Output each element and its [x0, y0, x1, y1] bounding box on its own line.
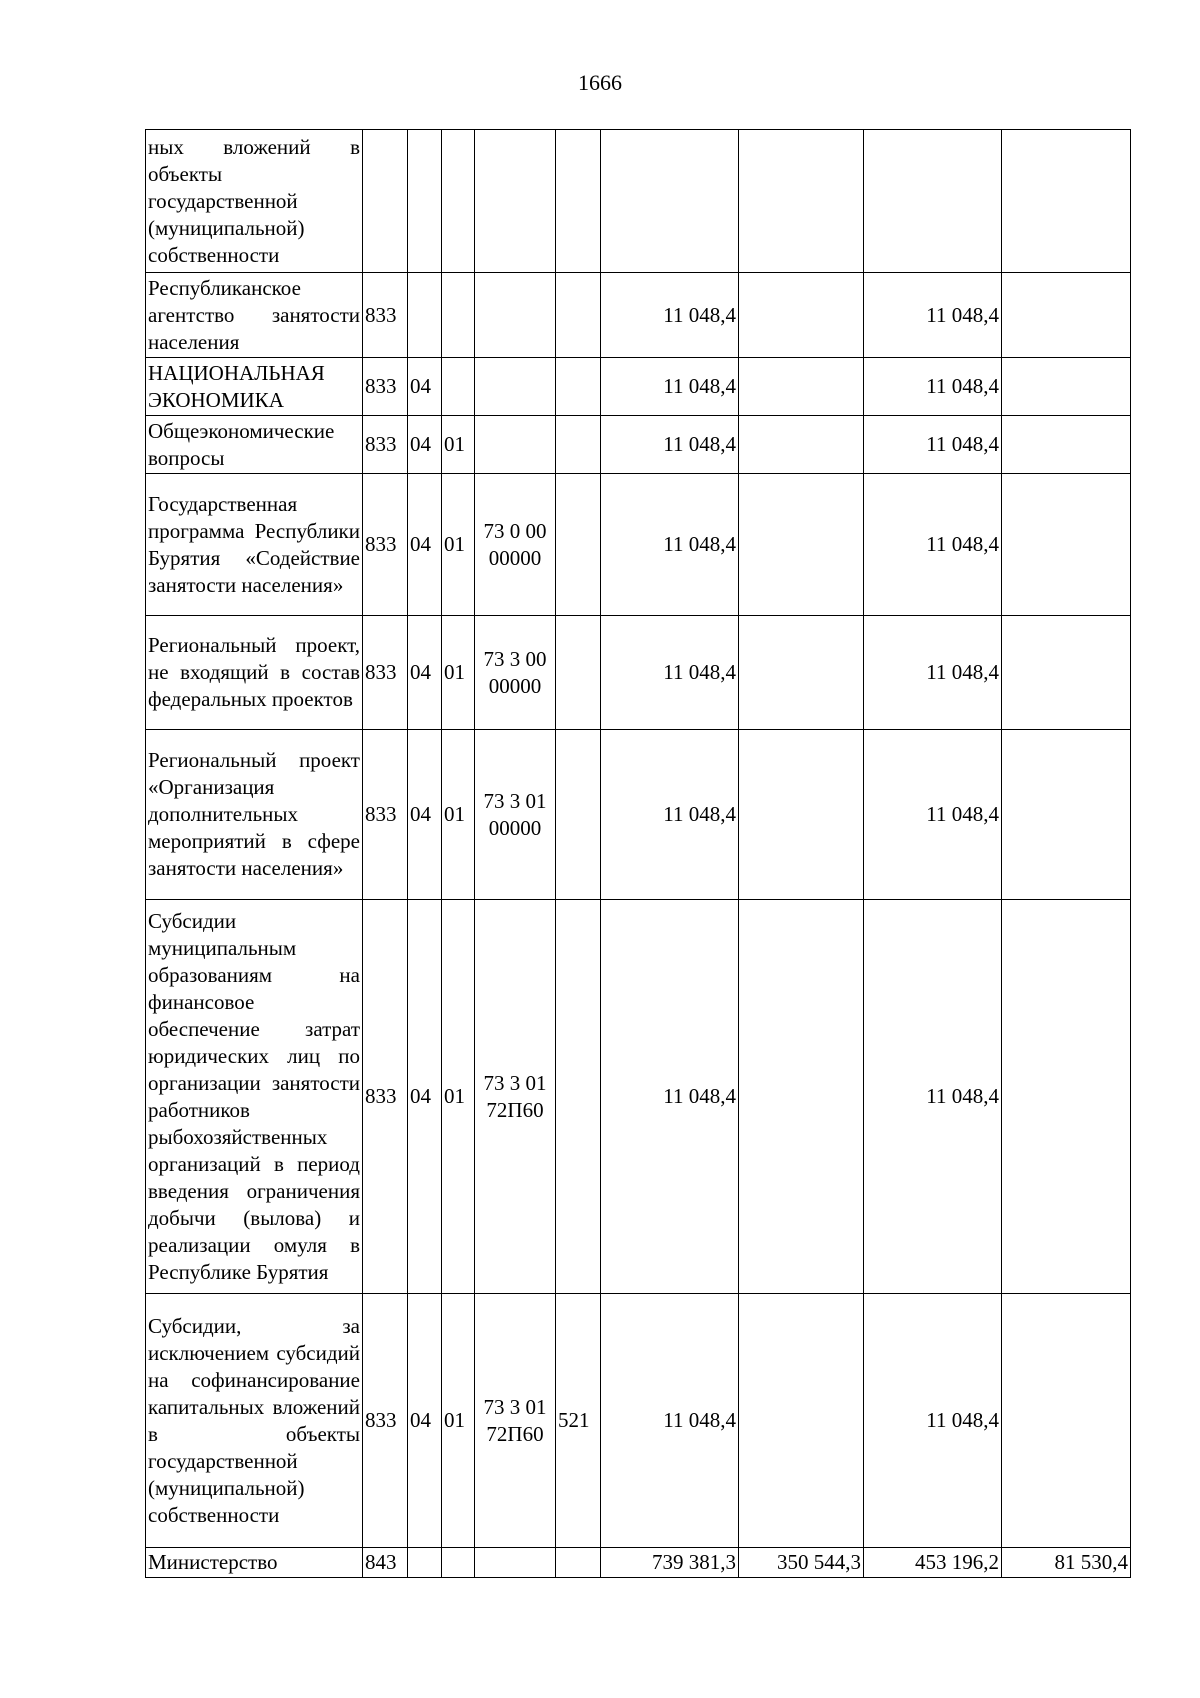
table-row	[146, 130, 1131, 273]
republic-amount: 11 048,4	[864, 416, 1002, 474]
total-amount	[601, 130, 739, 273]
table-row	[146, 273, 1131, 358]
row-name: Государственная программа Республики Бурятия «Содействие занятости населения»	[146, 474, 363, 616]
section-code: 04	[408, 1294, 442, 1548]
section-code	[408, 273, 442, 358]
total-amount: 11 048,4	[601, 273, 739, 358]
row-name: НАЦИОНАЛЬНАЯ ЭКОНОМИКА	[146, 358, 363, 416]
subsection-code: 01	[442, 1294, 475, 1548]
total-amount: 11 048,4	[601, 474, 739, 616]
subsection-code: 01	[442, 616, 475, 730]
republic-amount: 11 048,4	[864, 273, 1002, 358]
republic-amount: 11 048,4	[864, 900, 1002, 1294]
table-row	[146, 900, 1131, 1294]
section-code	[408, 130, 442, 273]
republic-amount: 11 048,4	[864, 358, 1002, 416]
table-row	[146, 474, 1131, 616]
section-code: 04	[408, 730, 442, 900]
republic-amount: 11 048,4	[864, 616, 1002, 730]
other-amount	[1002, 358, 1131, 416]
target-code: 73 3 01 72П60	[475, 900, 556, 1294]
other-amount	[1002, 900, 1131, 1294]
row-name: Общеэкономические вопросы	[146, 416, 363, 474]
admin-code: 843	[363, 1548, 408, 1578]
target-code	[475, 1548, 556, 1578]
expense-type-code	[556, 416, 601, 474]
target-code	[475, 130, 556, 273]
total-amount: 11 048,4	[601, 1294, 739, 1548]
federal-amount	[739, 616, 864, 730]
row-name: Субсидии муниципальным образованиям на финансовое обеспечение затрат юридических лиц по организации занятости работников рыбохозяйственных организаций в период введения ограничения добычи (вылова) и реализации омуля в Республике Бурятия	[146, 900, 363, 1294]
other-amount: 81 530,4	[1002, 1548, 1131, 1578]
target-code: 73 3 01 00000	[475, 730, 556, 900]
budget-table	[145, 129, 1131, 1578]
admin-code: 833	[363, 616, 408, 730]
federal-amount	[739, 416, 864, 474]
total-amount: 739 381,3	[601, 1548, 739, 1578]
expense-type-code	[556, 474, 601, 616]
federal-amount	[739, 130, 864, 273]
subsection-code: 01	[442, 900, 475, 1294]
section-code: 04	[408, 616, 442, 730]
federal-amount	[739, 273, 864, 358]
republic-amount: 11 048,4	[864, 474, 1002, 616]
total-amount: 11 048,4	[601, 730, 739, 900]
admin-code	[363, 130, 408, 273]
section-code: 04	[408, 474, 442, 616]
table-row	[146, 358, 1131, 416]
expense-type-code	[556, 273, 601, 358]
admin-code: 833	[363, 730, 408, 900]
expense-type-code	[556, 1548, 601, 1578]
admin-code: 833	[363, 416, 408, 474]
row-name: Региональный проект «Организация дополнительных мероприятий в сфере занятости населения»	[146, 730, 363, 900]
total-amount: 11 048,4	[601, 358, 739, 416]
total-amount: 11 048,4	[601, 616, 739, 730]
admin-code: 833	[363, 1294, 408, 1548]
subsection-code	[442, 273, 475, 358]
expense-type-code	[556, 900, 601, 1294]
table-row	[146, 616, 1131, 730]
federal-amount	[739, 474, 864, 616]
admin-code: 833	[363, 474, 408, 616]
target-code	[475, 273, 556, 358]
subsection-code	[442, 1548, 475, 1578]
target-code	[475, 416, 556, 474]
target-code: 73 3 00 00000	[475, 616, 556, 730]
other-amount	[1002, 130, 1131, 273]
row-name: Министерство	[146, 1548, 363, 1578]
republic-amount	[864, 130, 1002, 273]
admin-code: 833	[363, 273, 408, 358]
subsection-code: 01	[442, 416, 475, 474]
federal-amount: 350 544,3	[739, 1548, 864, 1578]
other-amount	[1002, 416, 1131, 474]
target-code	[475, 358, 556, 416]
subsection-code: 01	[442, 730, 475, 900]
federal-amount	[739, 730, 864, 900]
target-code: 73 0 00 00000	[475, 474, 556, 616]
table-row	[146, 1548, 1131, 1578]
row-name: Республиканское агентство занятости населения	[146, 273, 363, 358]
subsection-code	[442, 358, 475, 416]
expense-type-code	[556, 358, 601, 416]
section-code: 04	[408, 900, 442, 1294]
republic-amount: 11 048,4	[864, 730, 1002, 900]
other-amount	[1002, 474, 1131, 616]
table-row	[146, 1294, 1131, 1548]
federal-amount	[739, 1294, 864, 1548]
republic-amount: 11 048,4	[864, 1294, 1002, 1548]
total-amount: 11 048,4	[601, 416, 739, 474]
table-row	[146, 416, 1131, 474]
row-name: Субсидии, за исключением субсидий на софинансирование капитальных вложений в объекты государственной (муниципальной) собственности	[146, 1294, 363, 1548]
subsection-code: 01	[442, 474, 475, 616]
section-code: 04	[408, 416, 442, 474]
federal-amount	[739, 358, 864, 416]
expense-type-code	[556, 730, 601, 900]
row-name: Региональный проект, не входящий в состав федеральных проектов	[146, 616, 363, 730]
row-name: ных вложений в объекты государственной (муниципальной) собственности	[146, 130, 363, 273]
other-amount	[1002, 273, 1131, 358]
expense-type-code	[556, 616, 601, 730]
expense-type-code	[556, 130, 601, 273]
target-code: 73 3 01 72П60	[475, 1294, 556, 1548]
subsection-code	[442, 130, 475, 273]
federal-amount	[739, 900, 864, 1294]
section-code	[408, 1548, 442, 1578]
admin-code: 833	[363, 358, 408, 416]
section-code: 04	[408, 358, 442, 416]
table-row	[146, 730, 1131, 900]
admin-code: 833	[363, 900, 408, 1294]
republic-amount: 453 196,2	[864, 1548, 1002, 1578]
page-number: 1666	[578, 70, 622, 95]
expense-type-code: 521	[556, 1294, 601, 1548]
other-amount	[1002, 616, 1131, 730]
other-amount	[1002, 1294, 1131, 1548]
total-amount: 11 048,4	[601, 900, 739, 1294]
other-amount	[1002, 730, 1131, 900]
